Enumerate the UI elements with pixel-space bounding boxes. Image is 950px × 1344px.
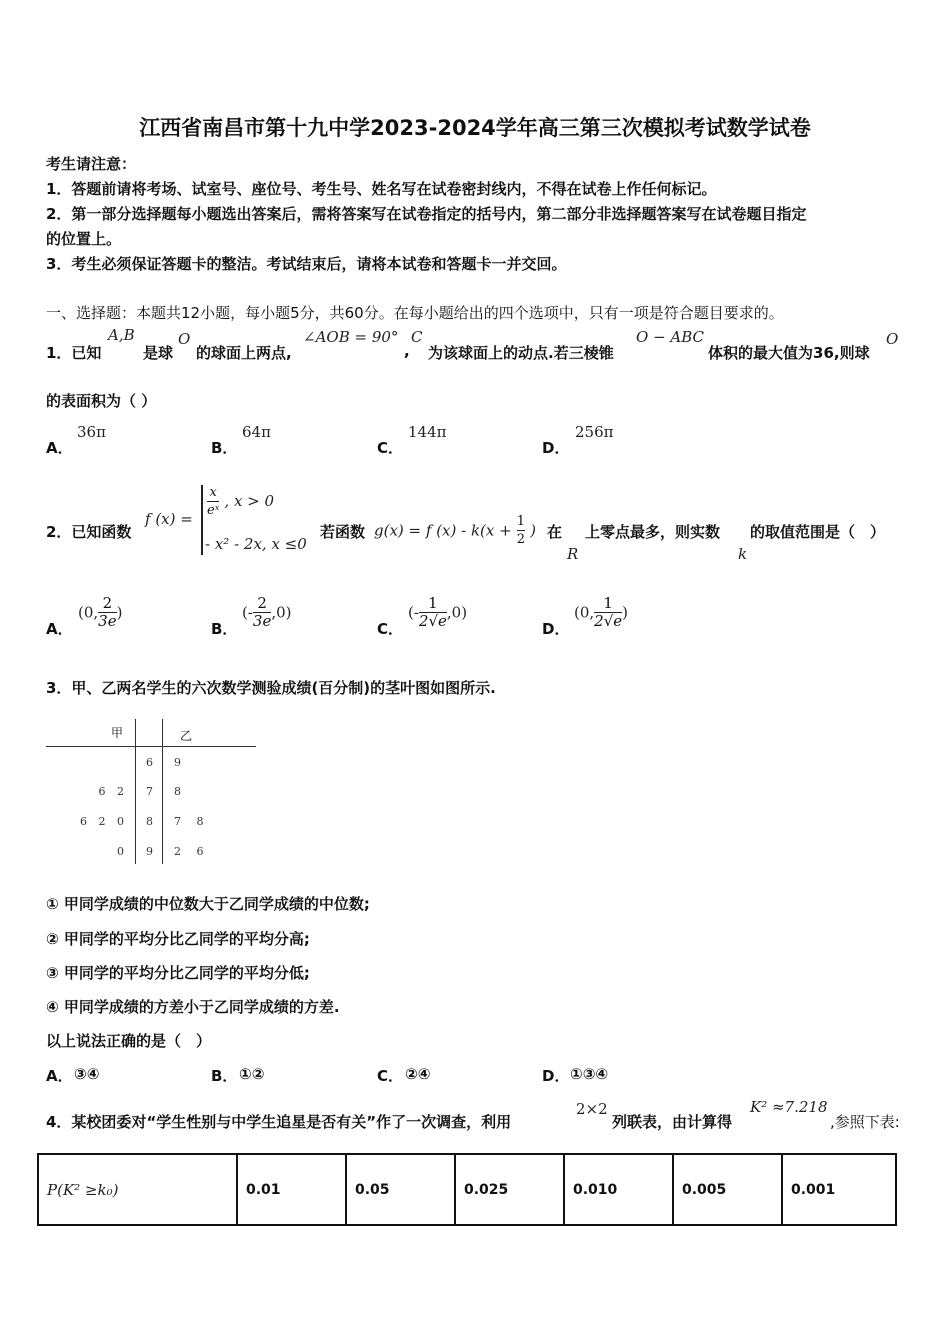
q2-option-a-suffix: ) <box>116 603 123 622</box>
q3-option-b-value: ①② <box>239 1065 265 1083</box>
q2-text: 在 <box>547 523 563 541</box>
q4-math: 2×2 <box>576 1100 608 1118</box>
notice-item-2-cont: 的位置上。 <box>46 230 122 248</box>
q1-option-c-value: 144π <box>408 423 447 441</box>
q2-text: 若函数 <box>320 523 366 541</box>
q4-math: K² ≈7.218 <box>750 1098 828 1116</box>
q3-statement-4: ④ 甲同学成绩的方差小于乙同学成绩的方差. <box>46 998 340 1016</box>
table-cell: 0.025 <box>455 1154 564 1225</box>
q3-option-b-label: B． <box>211 1067 238 1085</box>
stem-leaf-right-head: 乙 <box>180 729 193 743</box>
q1-math: O <box>178 330 191 348</box>
q1-option-d-value: 256π <box>575 423 614 441</box>
section-heading: 一、选择题：本题共12小题，每小题5分，共60分。在每小题给出的四个选项中，只有一项是符合题目要求的。 <box>46 304 784 322</box>
stem-leaf-stem: 7 <box>146 785 153 798</box>
stem-leaf-left-leaves: 6 2 <box>98 785 124 798</box>
q3-statement-1: ① 甲同学成绩的中位数大于乙同学成绩的中位数; <box>46 895 370 913</box>
stem-leaf-left-divider <box>135 719 136 864</box>
q2-option-c-prefix: (- <box>408 603 419 622</box>
q2-option-b-prefix: (- <box>242 603 253 622</box>
q1-text: 为该球面上的动点.若三棱锥 <box>428 344 614 362</box>
notice-item-3: 3．考生必须保证答题卡的整洁。考试结束后，请将本试卷和答题卡一并交回。 <box>46 255 567 273</box>
q1-text: 是球 <box>143 344 174 362</box>
stem-leaf-left-leaves: 6 2 0 <box>80 815 124 828</box>
stem-leaf-stem: 9 <box>146 845 153 858</box>
stem-leaf-right-leaves: 8 <box>174 785 181 798</box>
q2-option-c-value <box>408 595 467 630</box>
q2-option-b-num: 2 <box>257 594 267 612</box>
q2-case1-denominator: eˣ <box>207 503 220 518</box>
q2-option-a-value <box>78 595 122 630</box>
table-cell: 0.05 <box>346 1154 455 1225</box>
q2-function-name: f (x) = <box>145 510 193 528</box>
q2-option-d-den: 2√e <box>594 612 623 630</box>
q1-text: 1．已知 <box>46 344 102 362</box>
q2-option-b-value <box>242 595 292 630</box>
q1-math: ∠AOB = 90° <box>303 328 399 346</box>
q4-text: 4．某校团委对“学生性别与中学生追星是否有关”作了一次调查，利用 <box>46 1113 512 1131</box>
q2-g-function <box>374 513 536 548</box>
q2-option-d-prefix: (0, <box>574 603 595 622</box>
q3-option-c-value: ②④ <box>405 1065 431 1083</box>
q2-text: 的取值范围是（ ） <box>750 523 886 541</box>
q2-option-d-suffix: ) <box>622 603 629 622</box>
q2-option-b-label: B． <box>211 620 238 638</box>
notice-item-1: 1．答题前请将考场、试室号、座位号、考生号、姓名写在试卷密封线内，不得在试卷上作任何标记。 <box>46 180 717 198</box>
q2-option-d-value <box>574 595 628 630</box>
q2-half-numerator: 1 <box>516 514 526 529</box>
table-cell: 0.005 <box>673 1154 782 1225</box>
q2-option-d-label: D． <box>542 620 570 638</box>
q3-option-d-label: D． <box>542 1067 570 1085</box>
q2-option-c-label: C． <box>377 620 404 638</box>
q2-case-1 <box>207 484 274 519</box>
q2-option-c-num: 1 <box>428 594 438 612</box>
q1-math: C <box>411 328 423 346</box>
table-row <box>38 1154 896 1225</box>
q1-text-line2: 的表面积为（ ） <box>46 392 157 410</box>
q2-option-c-suffix: ,0) <box>446 603 468 622</box>
q2-option-c-den: 2√e <box>418 612 447 630</box>
q1-option-b-value: 64π <box>242 423 271 441</box>
notice-item-2: 2．第一部分选择题每小题选出答案后，需将答案写在试卷指定的括号内，第二部分非选择题答案写在试卷题目指定 <box>46 205 807 223</box>
stem-leaf-stem: 6 <box>146 756 153 769</box>
q1-text: 体积的最大值为36,则球 <box>708 344 870 362</box>
table-cell: 0.01 <box>237 1154 346 1225</box>
q2-set-r: R <box>567 545 579 563</box>
q1-option-a-value: 36π <box>77 423 106 441</box>
q1-math: O <box>886 330 899 348</box>
q2-g-close: ) <box>530 521 537 540</box>
q2-brace <box>201 485 203 555</box>
q3-option-a-value: ③④ <box>74 1065 100 1083</box>
q2-half-denominator: 2 <box>516 532 526 547</box>
q1-option-b-label: B． <box>211 439 238 457</box>
q2-option-d-num: 1 <box>603 594 613 612</box>
q1-option-d-label: D． <box>542 439 570 457</box>
q2-case1-numerator: x <box>209 485 217 500</box>
stem-leaf-left-head: 甲 <box>111 726 124 740</box>
q1-text: 的球面上两点, <box>196 344 292 362</box>
page-title: 江西省南昌市第十九中学2023-2024学年高三第三次模拟考试数学试卷 <box>139 116 811 140</box>
stem-leaf-right-divider <box>162 719 163 864</box>
critical-value-table <box>37 1153 897 1226</box>
stem-leaf-horizontal-line <box>46 746 256 747</box>
q3-option-d-value: ①③④ <box>570 1065 609 1083</box>
q2-option-a-den: 3e <box>98 612 117 630</box>
q3-stem: 3．甲、乙两名学生的六次数学测验成绩(百分制)的茎叶图如图所示. <box>46 679 496 697</box>
q2-option-a-num: 2 <box>102 594 113 612</box>
q1-text: , <box>404 342 410 360</box>
q2-var-k: k <box>738 545 748 563</box>
table-cell: 0.010 <box>564 1154 673 1225</box>
q4-text: 列联表，由计算得 <box>612 1113 733 1131</box>
table-head-formula: P(K² ≥k₀) <box>47 1180 119 1199</box>
q3-ask: 以上说法正确的是（ ） <box>46 1032 212 1050</box>
q2-case1-condition: , x > 0 <box>224 492 275 510</box>
q2-case-2: - x² - 2x, x ≤0 <box>205 535 307 553</box>
q2-text: 2．已知函数 <box>46 523 132 541</box>
q2-g-expression: g(x) = f (x) - k(x + <box>374 521 512 540</box>
q2-option-a-label: A． <box>46 620 73 638</box>
q3-option-a-label: A． <box>46 1067 73 1085</box>
q2-option-b-suffix: ,0) <box>271 603 292 622</box>
table-cell <box>38 1154 237 1225</box>
q2-option-a-prefix: (0, <box>78 603 99 622</box>
q2-option-b-den: 3e <box>252 612 272 630</box>
q4-text: ,参照下表: <box>830 1113 900 1131</box>
q3-option-c-label: C． <box>377 1067 404 1085</box>
q3-statement-3: ③ 甲同学的平均分比乙同学的平均分低; <box>46 964 310 982</box>
stem-leaf-right-leaves: 9 <box>174 756 181 769</box>
table-cell: 0.001 <box>782 1154 896 1225</box>
stem-leaf-right-leaves: 7 8 <box>174 815 204 828</box>
q3-statement-2: ② 甲同学的平均分比乙同学的平均分高; <box>46 930 310 948</box>
q1-option-a-label: A． <box>46 439 73 457</box>
stem-leaf-left-leaves: 0 <box>117 845 124 858</box>
q1-math: A,B <box>108 326 135 344</box>
stem-leaf-stem: 8 <box>146 815 153 828</box>
q1-option-c-label: C． <box>377 439 404 457</box>
q2-text: 上零点最多，则实数 <box>585 523 721 541</box>
q1-math: O − ABC <box>636 328 705 346</box>
stem-leaf-right-leaves: 2 6 <box>174 845 204 858</box>
notice-heading: 考生请注意： <box>46 155 137 173</box>
